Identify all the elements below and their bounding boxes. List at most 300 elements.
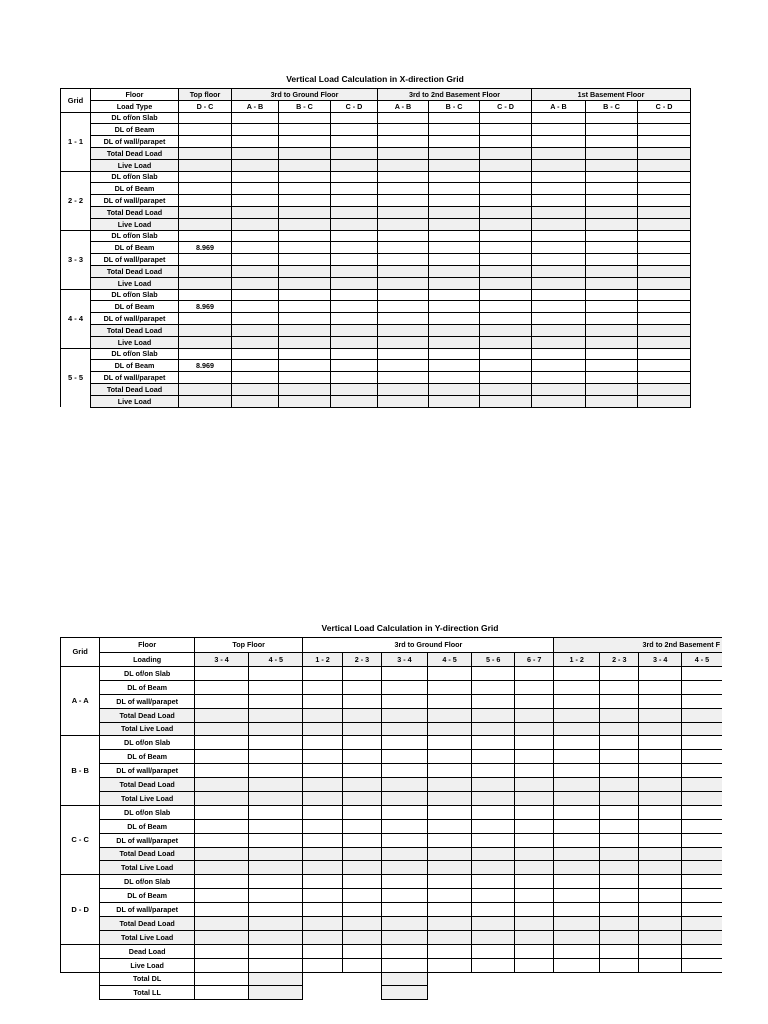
table-cell: [480, 277, 532, 289]
table-cell: [514, 930, 553, 944]
floor-group-header: Top floor: [179, 89, 232, 101]
table-cell: [179, 183, 232, 195]
table-cell: [472, 819, 515, 833]
table-cell: [378, 301, 429, 313]
table-cell: [554, 680, 600, 694]
table-cell: [382, 903, 428, 917]
table-cell: [331, 230, 378, 242]
table-cell: [639, 736, 682, 750]
table-cell: [480, 124, 532, 136]
table-cell: [514, 917, 553, 931]
table-cell: [279, 348, 331, 360]
table-cell: [554, 736, 600, 750]
table-cell: [331, 254, 378, 266]
table-cell: [303, 778, 342, 792]
table-cell: [303, 917, 342, 931]
table-cell: [429, 360, 480, 372]
span-header: 2 - 3: [342, 653, 381, 667]
table-cell: [194, 847, 248, 861]
load-type-label: Live Load: [91, 336, 179, 348]
table-cell: [194, 694, 248, 708]
table-cell: [472, 930, 515, 944]
table-cell: [427, 903, 472, 917]
load-type-label: DL of wall/parapet: [91, 313, 179, 325]
table-cell: [586, 277, 638, 289]
table-cell: [232, 313, 279, 325]
table-row: [61, 750, 723, 764]
table-cell: [586, 372, 638, 384]
load-type-label: Total Dead Load: [91, 147, 179, 159]
table-cell: [586, 230, 638, 242]
span-header: C - D: [331, 100, 378, 112]
load-type-label: DL of Beam: [100, 750, 195, 764]
table-row: [61, 254, 691, 266]
table-cell: [303, 861, 342, 875]
table-cell: [600, 944, 639, 958]
load-type-label: Live Load: [91, 395, 179, 407]
table-cell: [480, 147, 532, 159]
table-cell: [532, 147, 586, 159]
table-cell: [378, 336, 429, 348]
table-cell: [232, 301, 279, 313]
table-cell: [554, 819, 600, 833]
totals-label: Total DL: [100, 972, 195, 986]
load-type-label: DL of wall/parapet: [91, 136, 179, 148]
table-cell: [382, 680, 428, 694]
table-cell: [194, 764, 248, 778]
table-cell: [532, 195, 586, 207]
floor-group-header: Top Floor: [194, 638, 302, 653]
table-cell: [249, 680, 303, 694]
table-row: [61, 861, 723, 875]
table-cell: [429, 289, 480, 301]
table-cell: [232, 336, 279, 348]
table-cell: [600, 694, 639, 708]
table-cell: [681, 930, 722, 944]
blank-cell: [514, 972, 553, 986]
table-cell: [480, 112, 532, 124]
table-cell: [342, 958, 381, 972]
table-cell: [554, 889, 600, 903]
table-cell: [532, 265, 586, 277]
table-row: [61, 680, 723, 694]
table-cell: [179, 395, 232, 407]
table-cell: [638, 254, 691, 266]
table-cell: [331, 147, 378, 159]
table-cell: [303, 889, 342, 903]
span-header: C - D: [638, 100, 691, 112]
table-cell: [331, 383, 378, 395]
table-cell: [429, 254, 480, 266]
table-cell: [303, 667, 342, 681]
table-cell: [249, 708, 303, 722]
table-cell: [382, 958, 428, 972]
table-cell: [429, 171, 480, 183]
table-cell: [600, 722, 639, 736]
table-cell: [586, 313, 638, 325]
table-cell: [532, 360, 586, 372]
table-cell: [382, 750, 428, 764]
table-cell: [472, 708, 515, 722]
blank-cell: [600, 986, 639, 1000]
table-cell: [303, 958, 342, 972]
table-cell: [639, 930, 682, 944]
table-cell: [429, 301, 480, 313]
table-cell: [331, 372, 378, 384]
table-cell: [342, 778, 381, 792]
table-cell: [279, 254, 331, 266]
table-cell: [480, 206, 532, 218]
table-cell: [427, 778, 472, 792]
grid-label: 5 - 5: [61, 348, 91, 407]
span-header: B - C: [429, 100, 480, 112]
table-cell: [331, 171, 378, 183]
table-cell: [331, 301, 378, 313]
table-cell: [639, 708, 682, 722]
value-cell: 8.969: [179, 360, 232, 372]
table-cell: [586, 336, 638, 348]
table-row: [61, 348, 691, 360]
table-cell: [600, 708, 639, 722]
table-cell: [554, 708, 600, 722]
span-header: B - C: [279, 100, 331, 112]
table-cell: [427, 819, 472, 833]
table-cell: [378, 124, 429, 136]
table-cell: [279, 336, 331, 348]
table-row: [61, 313, 691, 325]
table-cell: [639, 958, 682, 972]
table-row: [61, 778, 723, 792]
table-cell: [382, 917, 428, 931]
blank-cell: [639, 972, 682, 986]
table-row: [61, 171, 691, 183]
span-header: B - C: [586, 100, 638, 112]
span-header: 3 - 4: [382, 653, 428, 667]
table-cell: [681, 736, 722, 750]
table-cell: [638, 313, 691, 325]
load-type-label: DL of/on Slab: [91, 171, 179, 183]
table-cell: [331, 336, 378, 348]
value-cell: 8.969: [179, 301, 232, 313]
table-cell: [331, 124, 378, 136]
table-cell: [429, 183, 480, 195]
table-cell: [382, 847, 428, 861]
table-cell: [600, 903, 639, 917]
table-cell: [279, 313, 331, 325]
load-type-label: DL of wall/parapet: [91, 254, 179, 266]
table-cell: [472, 736, 515, 750]
table-cell: [472, 889, 515, 903]
blank-cell: [681, 972, 722, 986]
table-cell: [232, 171, 279, 183]
table-cell: [378, 230, 429, 242]
load-type-label: Total Dead Load: [100, 917, 195, 931]
table-cell: [279, 147, 331, 159]
table-cell: [378, 136, 429, 148]
table-cell: [279, 218, 331, 230]
table-cell: [378, 289, 429, 301]
table-cell: [586, 206, 638, 218]
table-cell: [472, 680, 515, 694]
load-type-label: DL of wall/parapet: [100, 764, 195, 778]
table-cell: [638, 147, 691, 159]
table-cell: [600, 930, 639, 944]
grid-label: 3 - 3: [61, 230, 91, 289]
table-cell: [342, 917, 381, 931]
loading-header: Loading: [100, 653, 195, 667]
grid-label: B - B: [61, 736, 100, 805]
table-cell: [639, 764, 682, 778]
table-cell: [472, 903, 515, 917]
summary-grid-cell: [61, 944, 100, 972]
load-type-label: DL of Beam: [91, 242, 179, 254]
span-header: 5 - 6: [472, 653, 515, 667]
blank-cell: [427, 986, 472, 1000]
table-cell: [554, 833, 600, 847]
table-cell: [279, 265, 331, 277]
load-type-label: DL of Beam: [100, 889, 195, 903]
table-cell: [382, 819, 428, 833]
table-cell: [639, 680, 682, 694]
table-row: [61, 372, 691, 384]
load-type-label: Total Dead Load: [100, 847, 195, 861]
table-cell: [600, 819, 639, 833]
table-cell: [279, 136, 331, 148]
table-cell: [249, 930, 303, 944]
table-cell: [638, 183, 691, 195]
table-cell: [638, 277, 691, 289]
load-type-label: Total Dead Load: [91, 265, 179, 277]
table-cell: [638, 195, 691, 207]
table-cell: [279, 230, 331, 242]
table-cell: [554, 778, 600, 792]
table-row: [61, 206, 691, 218]
header-row: [61, 89, 691, 101]
table-cell: [681, 819, 722, 833]
totals-row: [61, 986, 723, 1000]
table-cell: [532, 277, 586, 289]
table-cell: [303, 930, 342, 944]
table-cell: [179, 254, 232, 266]
table-cell: [382, 722, 428, 736]
table-cell: [382, 875, 428, 889]
table-row: [61, 736, 723, 750]
table-cell: [600, 958, 639, 972]
table-cell: [472, 917, 515, 931]
table-cell: [472, 778, 515, 792]
blank-cell: [681, 986, 722, 1000]
table-cell: [382, 792, 428, 806]
table-cell: [179, 112, 232, 124]
load-type-label: Total Live Load: [100, 930, 195, 944]
table-cell: [472, 805, 515, 819]
table-cell: [331, 112, 378, 124]
table-cell: [472, 792, 515, 806]
table-cell: [303, 764, 342, 778]
table-cell: [600, 764, 639, 778]
floor-group-header: 1st Basement Floor: [532, 89, 691, 101]
table-cell: [194, 736, 248, 750]
load-type-label: DL of wall/parapet: [91, 195, 179, 207]
table-cell: [429, 277, 480, 289]
table-cell: [427, 889, 472, 903]
table-cell: [586, 183, 638, 195]
table-row: [61, 289, 691, 301]
x-table-title: Vertical Load Calculation in X-direction Grid: [286, 74, 464, 84]
load-type-label: DL of/on Slab: [100, 875, 195, 889]
table-row: [61, 764, 723, 778]
table-cell: [249, 667, 303, 681]
table-cell: [427, 736, 472, 750]
load-type-label: Total Dead Load: [91, 324, 179, 336]
table-cell: [331, 206, 378, 218]
grid-header: Grid: [61, 89, 91, 113]
blank-cell: [554, 972, 600, 986]
table-row: [61, 667, 723, 681]
header-row: [61, 638, 723, 653]
y-table-title: Vertical Load Calculation in Y-direction Grid: [321, 623, 499, 633]
floor-group-header: 3rd to Ground Floor: [232, 89, 378, 101]
table-cell: [681, 805, 722, 819]
table-cell: [427, 833, 472, 847]
table-cell: [480, 230, 532, 242]
table-cell: [586, 289, 638, 301]
header-row: [61, 100, 691, 112]
table-cell: [427, 805, 472, 819]
table-cell: [378, 254, 429, 266]
table-cell: [429, 372, 480, 384]
table-row: [61, 903, 723, 917]
table-cell: [179, 265, 232, 277]
table-cell: [639, 917, 682, 931]
table-cell: [342, 903, 381, 917]
load-type-label: DL of Beam: [91, 183, 179, 195]
table-row: [61, 360, 691, 372]
table-cell: [249, 722, 303, 736]
table-cell: [279, 277, 331, 289]
table-cell: [586, 124, 638, 136]
table-cell: [303, 736, 342, 750]
table-cell: [586, 218, 638, 230]
table-cell: [554, 917, 600, 931]
table-cell: [382, 694, 428, 708]
table-cell: [480, 242, 532, 254]
table-cell: [681, 680, 722, 694]
blank-cell: [554, 986, 600, 1000]
table-cell: [600, 875, 639, 889]
table-cell: [514, 708, 553, 722]
table-cell: [249, 958, 303, 972]
load-type-label: Total Dead Load: [100, 778, 195, 792]
table-cell: [382, 944, 428, 958]
grid-label: 4 - 4: [61, 289, 91, 348]
table-cell: [279, 395, 331, 407]
table-cell: [480, 289, 532, 301]
table-row: [61, 112, 691, 124]
table-cell: [638, 372, 691, 384]
table-cell: [232, 124, 279, 136]
table-cell: [638, 206, 691, 218]
totals-cell: [194, 972, 248, 986]
y-direction-load-table: [60, 637, 722, 1000]
span-header: 3 - 4: [194, 653, 248, 667]
totals-label: Total LL: [100, 986, 195, 1000]
table-cell: [600, 833, 639, 847]
summary-row: [61, 958, 723, 972]
table-cell: [639, 944, 682, 958]
table-cell: [427, 764, 472, 778]
table-cell: [681, 903, 722, 917]
table-cell: [279, 289, 331, 301]
span-header: 2 - 3: [600, 653, 639, 667]
table-cell: [249, 903, 303, 917]
table-cell: [194, 750, 248, 764]
table-cell: [179, 171, 232, 183]
table-cell: [639, 833, 682, 847]
load-type-label: DL of Beam: [100, 680, 195, 694]
table-row: [61, 265, 691, 277]
table-cell: [232, 360, 279, 372]
table-cell: [638, 242, 691, 254]
table-cell: [586, 360, 638, 372]
table-cell: [554, 694, 600, 708]
table-cell: [532, 372, 586, 384]
table-cell: [514, 694, 553, 708]
load-type-label: DL of/on Slab: [100, 805, 195, 819]
summary-row: [61, 944, 723, 958]
blank-cell: [639, 986, 682, 1000]
table-cell: [331, 159, 378, 171]
table-cell: [279, 112, 331, 124]
totals-cell: [249, 986, 303, 1000]
table-cell: [681, 708, 722, 722]
table-cell: [514, 889, 553, 903]
table-cell: [232, 147, 279, 159]
grid-label: C - C: [61, 805, 100, 874]
table-cell: [427, 958, 472, 972]
table-cell: [586, 159, 638, 171]
table-cell: [427, 694, 472, 708]
table-cell: [331, 218, 378, 230]
table-cell: [303, 708, 342, 722]
totals-cell: [194, 986, 248, 1000]
table-cell: [681, 764, 722, 778]
table-cell: [179, 348, 232, 360]
blank-cell: [61, 986, 100, 1000]
table-cell: [331, 277, 378, 289]
table-cell: [586, 265, 638, 277]
table-cell: [532, 136, 586, 148]
span-header: 4 - 5: [681, 653, 722, 667]
table-cell: [279, 206, 331, 218]
table-cell: [532, 218, 586, 230]
table-cell: [279, 195, 331, 207]
table-cell: [194, 778, 248, 792]
table-cell: [232, 230, 279, 242]
table-cell: [342, 708, 381, 722]
span-header: 4 - 5: [427, 653, 472, 667]
span-header: A - B: [532, 100, 586, 112]
table-cell: [532, 383, 586, 395]
table-cell: [681, 833, 722, 847]
table-cell: [586, 254, 638, 266]
table-cell: [681, 917, 722, 931]
table-cell: [480, 336, 532, 348]
table-cell: [249, 778, 303, 792]
table-cell: [514, 958, 553, 972]
summary-label: Dead Load: [100, 944, 195, 958]
table-cell: [532, 112, 586, 124]
